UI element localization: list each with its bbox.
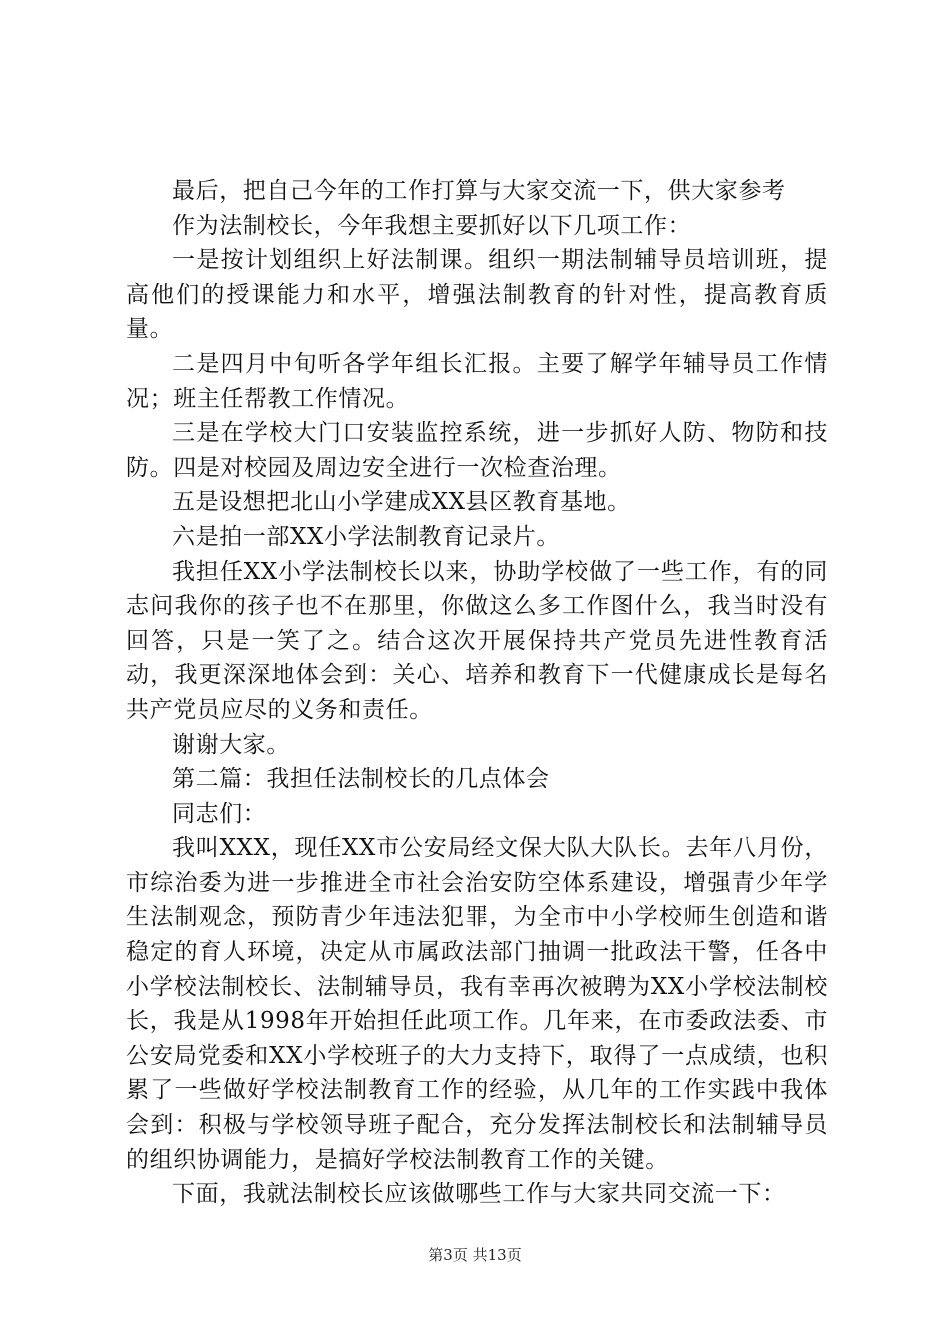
- paragraph-self-introduction: 我叫XXX，现任XX市公安局经文保大队大队长。去年八月份，市综治委为进一步推进全市社会治安防空体系建设，增强青少年学生法制观念，预防青少年违法犯罪，为全市中小学校师生创造和谐稳定的育人环境，决定从市属政法部门抽调一批政法干警，任各中小学校法制校长、法制辅导员，我有幸再次被聘为XX小学校法制校长，我是从1998年开始担任此项工作。几年来，在市委政法委、市公安局党委和XX小学校班子的大力支持下，取得了一点成绩，也积累了一些做好学校法制教育工作的经验，从几年的工作实践中我体会到：积极与学校领导班子配合，充分发挥法制校长和法制辅导员的组织协调能力，是搞好学校法制教育工作的关键。: [126, 835, 828, 1173]
- paragraph-thanks: 谢谢大家。: [172, 731, 290, 758]
- paragraph-item-six: 六是拍一部XX小学法制教育记录片。: [172, 523, 560, 550]
- paragraph-reflection: 我担任XX小学法制校长以来，协助学校做了一些工作，有的同志问我你的孩子也不在那里，你做这么多工作图什么，我当时没有回答，只是一笑了之。结合这次开展保持共产党员先进性教育活动，我更深深地体会到：关心、培养和教育下一代健康成长是每名共产党员应尽的义务和责任。: [126, 558, 828, 723]
- paragraph-item-one: 一是按计划组织上好法制课。组织一期法制辅导员培训班，提高他们的授课能力和水平，增强法制教育的针对性，提高教育质量。: [126, 247, 828, 343]
- paragraph-item-five: 五是设想把北山小学建成XX县区教育基地。: [172, 489, 631, 516]
- paragraph-work-items-intro: 作为法制校长，今年我想主要抓好以下几项工作：: [172, 212, 692, 239]
- paragraph-item-two: 二是四月中旬听各学年组长汇报。主要了解学年辅导员工作情况；班主任帮教工作情况。: [126, 350, 828, 412]
- page-number-footer: 第3页 共13页: [428, 1246, 522, 1264]
- document-body: [126, 174, 828, 1212]
- paragraph-item-three-four: 三是在学校大门口安装监控系统，进一步抓好人防、物防和技防。四是对校园及周边安全进行一次检查治理。: [126, 420, 828, 481]
- paragraph-transition: 下面，我就法制校长应该做哪些工作与大家共同交流一下：: [172, 1181, 786, 1208]
- section-heading: 第二篇：我担任法制校长的几点体会: [172, 766, 550, 793]
- paragraph-salutation: 同志们：: [172, 800, 267, 827]
- paragraph-plan-intro: 最后，把自己今年的工作打算与大家交流一下，供大家参考: [172, 178, 786, 204]
